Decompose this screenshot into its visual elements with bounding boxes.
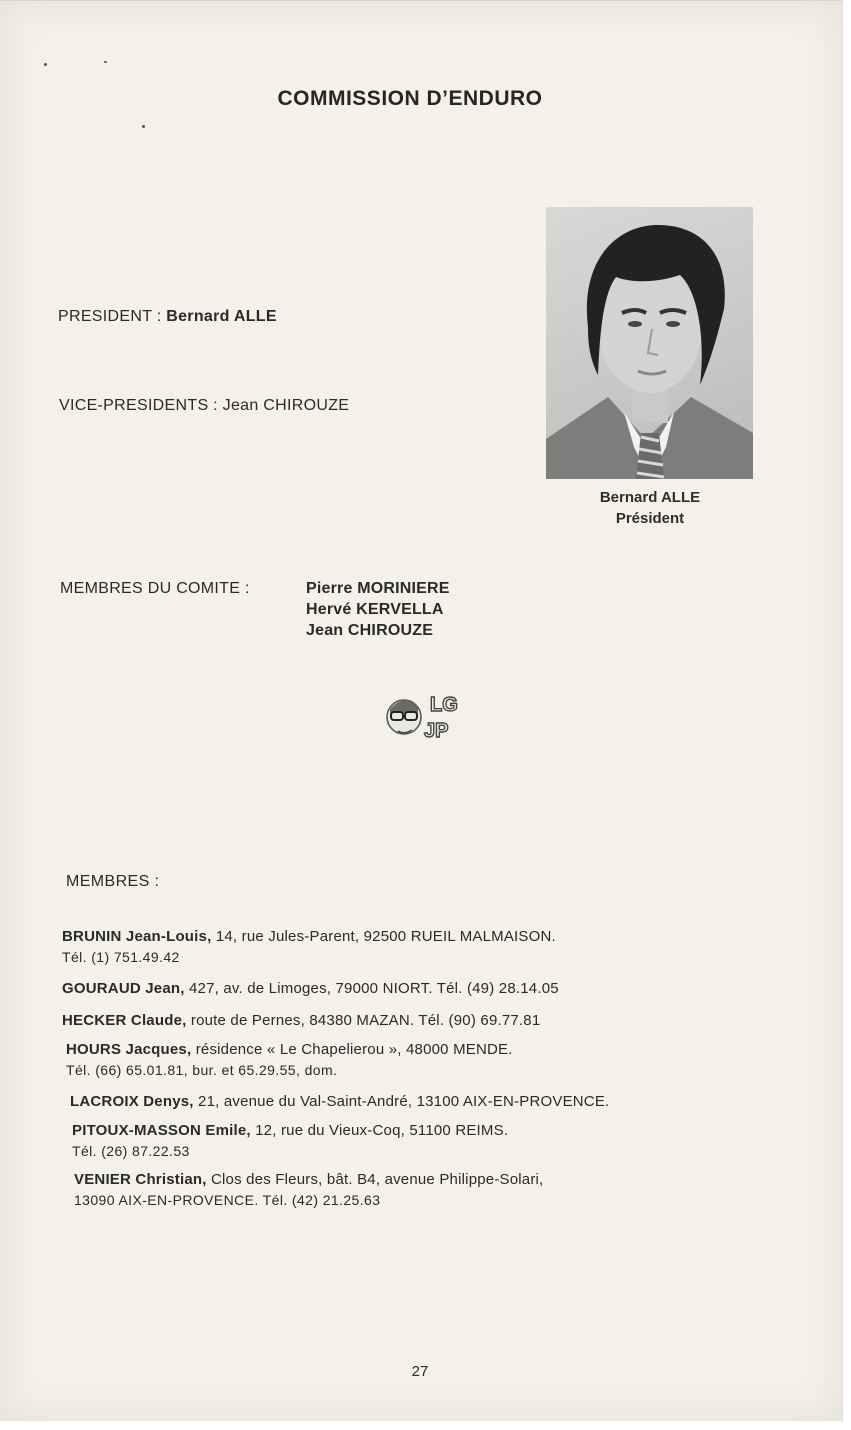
portrait-caption [560, 487, 740, 529]
portrait-photo-image [546, 207, 753, 479]
lgjp-watermark-stamp [384, 685, 472, 747]
member-name: HOURS Jacques, [66, 1041, 192, 1058]
member-name: LACROIX Denys, [70, 1093, 194, 1110]
member-address: 12, rue du Vieux-Coq, 51100 REIMS. [250, 1122, 509, 1139]
speck [44, 63, 47, 66]
page-number: 27 [411, 1363, 429, 1380]
member-name: VENIER Christian, [74, 1171, 207, 1188]
comite-member: Hervé KERVELLA [306, 601, 444, 618]
member-address: 14, rue Jules-Parent, 92500 RUEIL MALMAISON. [211, 928, 556, 945]
comite-member: Pierre MORINIERE [306, 580, 450, 597]
members-list [62, 927, 782, 1219]
member-entry [62, 1121, 782, 1161]
member-address: résidence « Le Chapelierou », 48000 MENDE. [191, 1041, 513, 1058]
caption-name: Bernard ALLE [599, 489, 701, 506]
member-entry [62, 1170, 782, 1210]
member-address: 21, avenue du Val-Saint-André, 13100 AIX-EN-PROVENCE. [193, 1093, 610, 1110]
president-label: PRESIDENT : [58, 308, 162, 325]
member-phone: Tél. (26) 87.22.53 [72, 1143, 190, 1159]
president-line [58, 308, 277, 326]
membres-label: MEMBRES : [66, 873, 160, 890]
member-entry [62, 1092, 782, 1112]
vice-presidents-name: Jean CHIROUZE [222, 397, 350, 414]
speck [104, 61, 107, 63]
member-address: 427, av. de Limoges, 79000 NIORT. Tél. (49) 28.14.05 [184, 980, 559, 997]
caption-role: Président [615, 510, 685, 527]
member-address: Clos des Fleurs, bât. B4, avenue Philippe-Solari, [206, 1171, 544, 1188]
member-phone: Tél. (1) 751.49.42 [62, 949, 180, 965]
comite-members [306, 578, 450, 641]
member-name: PITOUX-MASSON Emile, [72, 1122, 251, 1139]
speck [142, 125, 145, 128]
member-entry [62, 979, 782, 999]
comite-label: MEMBRES DU COMITE : [60, 580, 250, 597]
svg-text:LG: LG [430, 694, 458, 716]
member-phone: Tél. (66) 65.01.81, bur. et 65.29.55, dom. [66, 1062, 338, 1078]
vice-presidents-line [59, 397, 349, 415]
member-name: HECKER Claude, [62, 1012, 187, 1029]
member-entry [62, 1011, 782, 1031]
svg-text:JP: JP [424, 720, 449, 742]
member-entry [62, 1040, 782, 1080]
president-name: Bernard ALLE [166, 308, 277, 325]
page-title: COMMISSION D’ENDURO [277, 87, 543, 110]
vice-presidents-label: VICE-PRESIDENTS : [59, 397, 218, 414]
member-address: route de Pernes, 84380 MAZAN. Tél. (90) 69.77.81 [186, 1012, 541, 1029]
member-name: GOURAUD Jean, [62, 980, 185, 997]
comite-member: Jean CHIROUZE [306, 622, 434, 639]
member-name: BRUNIN Jean-Louis, [62, 928, 212, 945]
president-portrait [546, 207, 753, 479]
member-phone: 13090 AIX-EN-PROVENCE. Tél. (42) 21.25.63 [74, 1192, 381, 1208]
member-entry [62, 927, 782, 967]
